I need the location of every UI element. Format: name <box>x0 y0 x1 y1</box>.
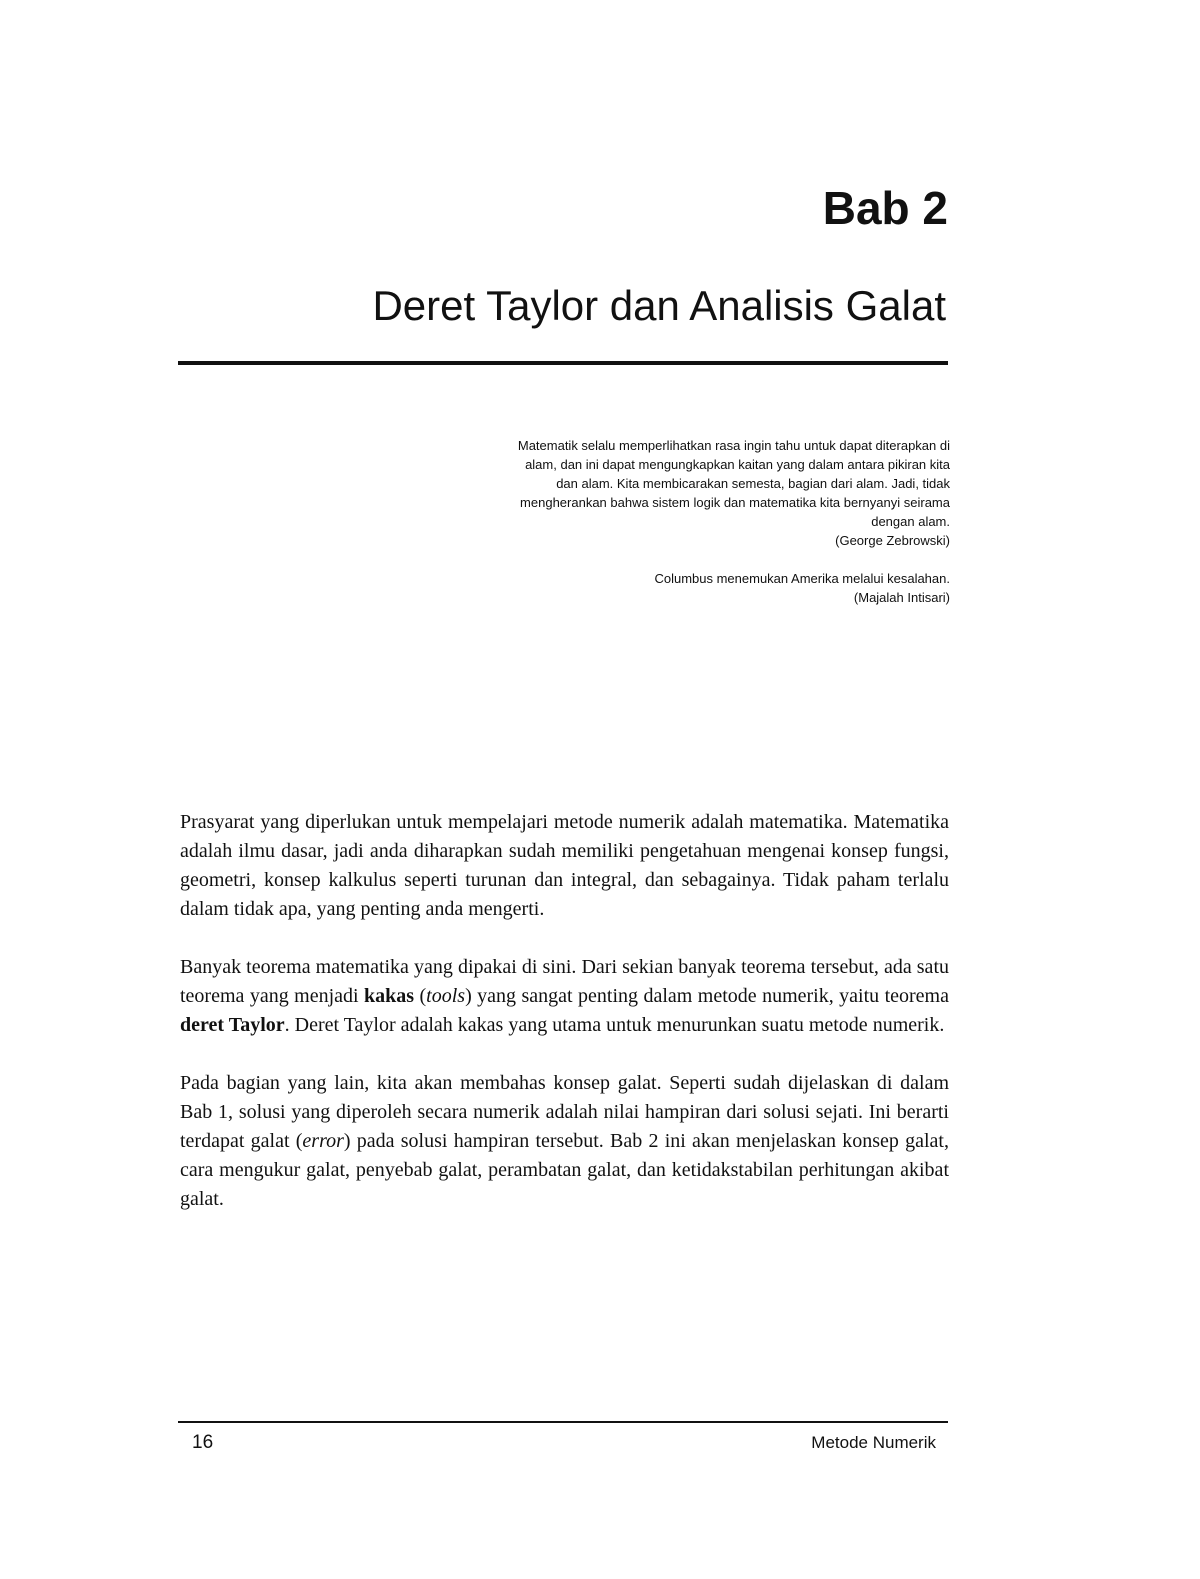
paragraph-prerequisites: Prasyarat yang diperlukan untuk mempelajari metode numerik adalah matematika. Matematika adalah ilmu dasar, jadi anda diharapkan sudah memiliki pengetahuan mengenai konsep fungsi, geometri, konsep kalkulus seperti turunan dan integral, dan sebagainya. Tidak paham terlalu dalam tidak apa, yang penting anda mengerti. <box>180 811 949 920</box>
footer-divider <box>178 1421 948 1423</box>
paragraph-error <box>180 1069 949 1214</box>
epigraph-line: Matematik selalu memperlihatkan rasa ingin tahu untuk dapat diterapkan di <box>517 438 950 453</box>
page-number: 16 <box>192 1432 214 1453</box>
epigraph-source: (Majalah Intisari) <box>853 590 950 605</box>
epigraph-line: dengan alam. <box>871 514 950 529</box>
title-divider <box>178 361 948 365</box>
body-text <box>180 808 949 1243</box>
chapter-number: Bab 2 <box>822 182 948 234</box>
chapter-title: Deret Taylor dan Analisis Galat <box>372 282 946 329</box>
paragraph-text: ) pada solusi hampiran tersebut. Bab 2 ini akan menjelaskan konsep galat, cara mengukur galat, penyebab galat, perambatan galat, dan ketidakstabilan perhitungan akibat galat. <box>180 1130 949 1210</box>
epigraph-line: alam, dan ini dapat mengungkapkan kaitan yang dalam antara pikiran kita <box>525 457 950 472</box>
term-deret-taylor: deret Taylor <box>180 1014 285 1036</box>
epigraph-line: mengherankan bahwa sistem logik dan matematika kita bernyanyi seirama <box>520 495 950 510</box>
paragraph-theorems <box>180 953 949 1040</box>
term-error: error <box>302 1130 344 1152</box>
paragraph-text: ) yang sangat penting dalam metode numerik, yaitu teorema <box>465 985 949 1007</box>
term-kakas: kakas <box>364 985 415 1007</box>
paragraph-text: Pada bagian yang lain, kita akan membahas konsep galat. Seperti sudah dijelaskan di dalam Bab 1, solusi yang diperoleh secara numerik adalah nilai hampiran dari solusi sejati. Ini berarti terdapat galat ( <box>180 1072 949 1152</box>
paragraph-text: Banyak teorema matematika yang dipakai di sini. Dari sekian banyak teorema tersebut, ada satu teorema yang menjadi <box>180 956 949 1007</box>
term-tools: tools <box>426 985 466 1007</box>
paragraph-text: . Deret Taylor adalah kakas yang utama untuk menurunkan suatu metode numerik. <box>284 1014 945 1036</box>
paragraph-text: ( <box>414 985 427 1007</box>
epigraph-block <box>420 436 950 607</box>
epigraph-line: Columbus menemukan Amerika melalui kesalahan. <box>654 571 950 586</box>
running-footer-title: Metode Numerik <box>811 1433 936 1452</box>
epigraph-source: (George Zebrowski) <box>835 533 950 548</box>
epigraph-line: dan alam. Kita membicarakan semesta, bagian dari alam. Jadi, tidak <box>556 476 950 491</box>
epigraph-spacer <box>420 550 950 569</box>
